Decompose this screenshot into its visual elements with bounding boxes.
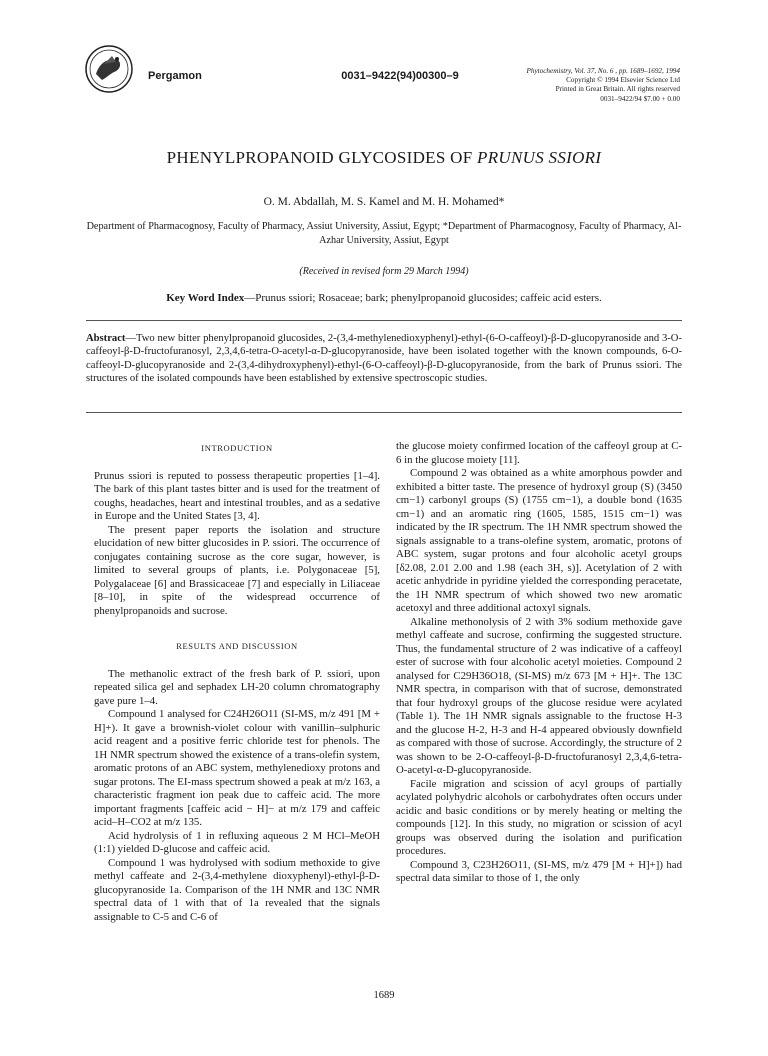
keywords-text: —Prunus ssiori; Rosaceae; bark; phenylpropanoid glucosides; caffeic acid esters. — [244, 292, 602, 304]
divider-top — [86, 320, 682, 321]
paragraph: The methanolic extract of the fresh bark of P. ssiori, upon repeated silica gel and sephadex LH-20 column chromatography gave pure 1–4. — [94, 667, 380, 707]
page-number: 1689 — [373, 990, 395, 1001]
abstract — [86, 332, 682, 385]
journal-citation: Phytochemistry, Vol. 37, No. 6 , pp. 1689–1692, 1994 — [526, 67, 680, 75]
article-code: 0031–9422(94)00300–9 — [341, 70, 459, 82]
paragraph: The present paper reports the isolation and structure elucidation of new bitter glucosides in P. ssiori. The occurrence of conjugates containing sucrose as the core sugar, however, is limited to several groups of plants, i.e. Polygonaceae [5], Polygalaceae [6] and Brassicaceae [7] and especially in Liliaceae [8–10], in spite of the widespread occurrence of phenylpropanoids and sucrose. — [94, 523, 380, 617]
divider-bottom — [86, 412, 682, 413]
title-species: PRUNUS SSIORI — [477, 148, 602, 167]
paper-title — [0, 148, 768, 168]
copyright-line: Copyright © 1994 Elsevier Science Ltd — [566, 76, 680, 85]
right-column — [396, 440, 682, 886]
price-line: 0031–9422/94 $7.00 + 0.00 — [600, 94, 680, 103]
paragraph: Compound 1 analysed for C24H26O11 (SI-MS, m/z 491 [M + H]+). It gave a brownish-violet colour with vanillin–sulphuric acid reagent and a positive ferric chloride test for phenols. The 1H NMR spectrum showed the existence of a trans-olefin system, aromatic protons of an ABC system, methylenedioxy protons and sugar protons. The EI-mass spectrum showed a peak at m/z 163, a characteristic fragment ion peak due to caffeic acid. The more important fragments [caffeic acid − H]− at m/z 179 and caffeic acid–H–CO2 at m/z 135. — [94, 708, 380, 828]
section-heading-introduction: INTRODUCTION — [201, 443, 273, 453]
keywords — [86, 292, 682, 304]
paragraph: Prunus ssiori is reputed to possess therapeutic properties [1–4]. The bark of this plant tastes bitter and is used for the treatment of coughs, headaches, heart and intestinal troubles, and as a sedative in Europe and the United States [3, 4]. — [94, 469, 380, 522]
paragraph: Compound 1 was hydrolysed with sodium methoxide to give methyl caffeate and 2-(3,4-methylene dioxyphenyl)-ethyl-β-D-glucopyranoside 1a. Comparison of the 1H NMR and 13C NMR spectral data of 1 with that of 1a revealed that the signals assignable to C-5 and C-6 of — [94, 856, 380, 923]
title-main: PHENYLPROPANOID GLYCOSIDES OF — [166, 148, 478, 167]
section-heading-results: RESULTS AND DISCUSSION — [176, 641, 298, 651]
paragraph: Compound 2 was obtained as a white amorphous powder and exhibited a bitter taste. The presence of hydroxyl group (S) (3450 cm−1) carbonyl groups (S) (1755 cm−1), a double bond (1635 cm−1) and an aromatic ring (1605, 1585, 1515 cm−1) was indicated by the IR spectrum. The 1H NMR spectrum showed the signals assignable to a trans-olefine system, aromatic, protons of ABC system, sugar protons and four alcoholic acetyl groups [δ2.08, 2.01 2.00 and 1.98 (each 3H, s)]. Acetylation of 2 with acetic anhydride in pyridine yielded the corresponding peracetate, the 1H NMR spectrum of which showed two new aromatic acetoxyl and three additional actoxyl signals. — [396, 467, 682, 614]
abstract-text: —Two new bitter phenylpropanoid glucosides, 2-(3,4-methylenedioxyphenyl)-ethyl-(6-O-caffeoyl)-β-D-glucopyranoside and 3-O-caffeoyl-β-D-fructofuranosyl, 2,3,4,6-tetra-O-acetyl-α-D-glucopyranoside, have been isolated together with the known compounds, 6-O-caffeoyl-D-glucopyranoside and 2-(3,4-dihydroxyphenyl)-ethyl-(6-O-caffeoyl)-β-D-glucopyranoside, from the bark of Prunus ssiori. The structures of the isolated compounds have been established by extensive spectroscopic studies. — [86, 333, 682, 384]
keywords-label: Key Word Index — [166, 292, 245, 304]
paragraph: Alkaline methonolysis of 2 with 3% sodium methoxide gave methyl caffeate and sucrose, confirming the suggested structure. Thus, the fundamental structure of 2 was indicative of a caffeoyl ester of sucrose with four alcoholic acetyl moieties. Compound 2 analysed for C29H36O18, (SI-MS) m/z 673 [M + H]+. The 13C NMR spectra, in comparison with that of sucrose, demonstrated that four hydroxyl groups of the glucose residue were acylated (Table 1). The 1H NMR signals assignable to the fructose H-3 and the glucose H-2, H-3 and H-4 appeared obviously downfield as compared with those of sucrose. Accordingly, the structure of 2 was shown to be 2-O-caffeoyl-β-D-fructofuranosyl 2,3,4,6-tetra-O-acetyl-α-D-glucopyranoside. — [396, 615, 682, 776]
paragraph: Acid hydrolysis of 1 in refluxing aqueous 2 M HCl–MeOH (1:1) yielded D-glucose and caffeic acid. — [94, 829, 380, 855]
paragraph: Compound 3, C23H26O11, (SI-MS, m/z 479 [M + H]+]) had spectral data similar to those of 1, the only — [396, 858, 682, 884]
received-date: (Received in revised form 29 March 1994) — [299, 266, 469, 277]
journal-info — [480, 67, 680, 104]
publisher-name: Pergamon — [148, 70, 202, 82]
abstract-label: Abstract — [86, 333, 126, 344]
pergamon-logo-icon — [84, 44, 134, 94]
printed-line: Printed in Great Britain. All rights reserved — [555, 85, 680, 94]
affiliation: Department of Pharmacognosy, Faculty of Pharmacy, Assiut University, Assiut, Egypt; *Department of Pharmacognosy, Faculty of Pharmacy, Al-Azhar University, Assiut, Egypt — [86, 221, 682, 246]
left-column — [94, 440, 380, 924]
authors: O. M. Abdallah, M. S. Kamel and M. H. Mohamed* — [263, 196, 505, 208]
paragraph: Facile migration and scission of acyl groups of partially acylated polyhydric alcohols or carbohydrates often occurs under acidic and basic conditions or by merely heating or melting the compounds [12]. In this study, no migration or scission of acyl groups was observed during the isolation and purification procedures. — [396, 777, 682, 857]
paragraph: the glucose moiety confirmed location of the caffeoyl group at C-6 in the glucose moiety [11]. — [396, 440, 682, 466]
